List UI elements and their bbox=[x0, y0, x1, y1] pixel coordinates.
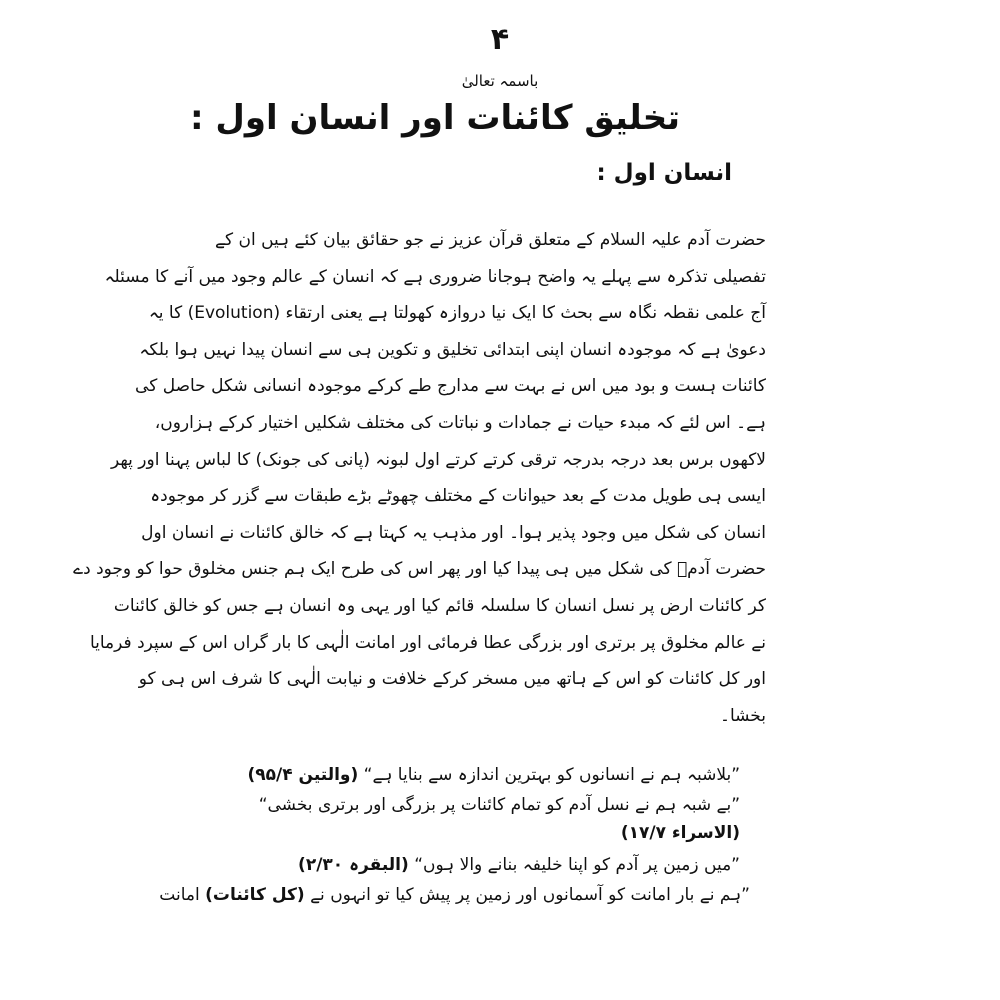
body-line: دعویٰ ہے کہ موجودہ انسان اپنی ابتدائی تخلیق و تکوین ہی سے انسان پیدا نہیں ہوا بلکہ bbox=[139, 339, 766, 360]
body-line: حضرت آدمؑ کی شکل میں ہی پیدا کیا اور پھر اس کی طرح ایک ہم جنس مخلوق حوا کو وجود دے bbox=[73, 559, 766, 580]
quote-reference: (والتین ۹۵/۴) bbox=[247, 765, 359, 785]
quote-text: ”بے شبہ ہم نے نسل آدم کو تمام کائنات پر بزرگی اور برتری بخشی“ bbox=[258, 795, 740, 815]
quote-text: ”ہم نے بار امانت کو آسمانوں اور زمین پر پیش کیا تو انہوں نے bbox=[310, 885, 750, 905]
body-line: انسان کی شکل میں وجود پذیر ہوا۔ اور مذہب یہ کہتا ہے کہ خالق کائنات نے انسان اول bbox=[141, 522, 766, 543]
body-line: ایسی ہی طویل مدت کے بعد حیوانات کے مختلف چھوٹے بڑے طبقات سے گزر کر موجودہ bbox=[150, 486, 766, 507]
body-line: نے عالم مخلوق پر برتری اور بزرگی عطا فرمائی اور امانت الٰہی کا بار گراں اس کے سپرد فرمایا bbox=[89, 632, 766, 653]
quote-3 bbox=[298, 850, 740, 880]
page-number: ۴ bbox=[490, 22, 510, 57]
body-line: کر کائنات ارض پر نسل انسان کا سلسلہ قائم کیا اور یہی وہ انسان ہے جس کو خالق کائنات bbox=[113, 595, 766, 616]
quote-2 bbox=[258, 790, 740, 820]
body-line: کائنات ہست و بود میں اس نے بہت سے مدارج طے کرکے موجودہ انسانی شکل حاصل کی bbox=[135, 376, 766, 397]
body-line: اور کل کائنات کو اس کے ہاتھ میں مسخر کرکے خلافت و نیابت الٰہی کا شرف اس ہی کو bbox=[138, 669, 766, 690]
quote-reference: (کل کائنات) bbox=[205, 885, 305, 905]
body-line: آج علمی نقطہ نگاہ سے بحث کا ایک نیا دروازہ کھولتا ہے یعنی ارتقاء (Evolution) کا یہ bbox=[148, 303, 766, 324]
quote-1 bbox=[247, 760, 740, 790]
body-line: حضرت آدم علیہ السلام کے متعلق قرآن عزیز نے جو حقائق بیان کئے ہیں ان کے bbox=[215, 230, 766, 250]
body-line: بخشا۔ bbox=[719, 705, 766, 726]
section-heading: انسان اول : bbox=[596, 160, 732, 186]
quote-reference: (البقرہ ۲/۳۰) bbox=[298, 855, 409, 875]
quote-text-tail: امانت bbox=[159, 885, 200, 905]
invocation: باسمہ تعالیٰ bbox=[461, 72, 539, 90]
page-title: تخلیق کائنات اور انسان اول : bbox=[189, 98, 680, 138]
quote-4 bbox=[159, 880, 750, 910]
quote-2-reference: (الاسراء ۱۷/۷) bbox=[620, 823, 740, 843]
quote-text: ”میں زمین پر آدم کو اپنا خلیفہ بنانے والا ہوں“ bbox=[414, 855, 740, 875]
body-line: تفصیلی تذکرہ سے پہلے یہ واضح ہوجانا ضروری ہے کہ انسان کے عالم وجود میں آنے کا مسئلہ bbox=[104, 266, 766, 287]
body-paragraph bbox=[73, 222, 766, 734]
quote-text: ”بلاشبہ ہم نے انسانوں کو بہترین اندازہ سے بنایا ہے“ bbox=[363, 765, 740, 785]
body-line: لاکھوں برس بعد درجہ بدرجہ ترقی کرتے کرتے اول لبونہ (پانی کی جونک) کا لباس پہنا اور پھر bbox=[110, 449, 766, 470]
body-line: ہے۔ اس لئے کہ مبدء حیات نے جمادات و نباتات کی مختلف شکلیں اختیار کرکے ہزاروں، bbox=[154, 412, 766, 433]
